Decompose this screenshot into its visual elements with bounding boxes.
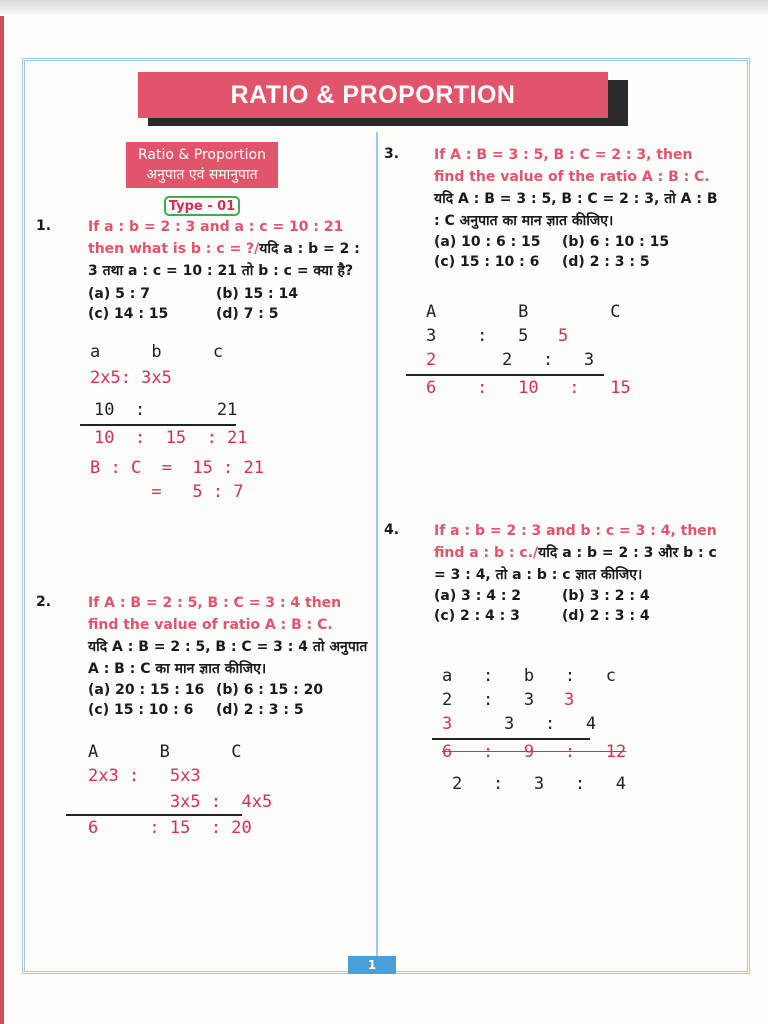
option-d: (d) 2 : 3 : 5 [216, 702, 304, 718]
option-b: (b) 6 : 15 : 20 [216, 682, 324, 698]
section-title-hi: अनुपात एवं समानुपात [146, 167, 258, 183]
option-d: (d) 7 : 5 [216, 306, 279, 322]
page-number: 1 [348, 956, 396, 974]
column-divider [376, 132, 378, 962]
type-badge: Type - 01 [164, 196, 240, 216]
work-line: 6 : 15 : 20 [88, 818, 252, 838]
question-text-en: If A : B = 2 : 5, B : C = 3 : 4 then find the value of ratio A : B : C. [88, 595, 342, 633]
work-line: a b c [90, 342, 224, 362]
work-line: 3 : 5 [426, 326, 529, 346]
question-text-en: If a : b = 2 : 3 and a : c = 10 : 21 then what is b : c = ?/ [88, 219, 344, 257]
work-line: 2 [426, 350, 437, 370]
question-text-hi: यदि a : b = 2 : 3 तथा a : c = 10 : 21 तो b : c = क्या है? [88, 241, 360, 279]
page-edge [0, 0, 4, 1024]
work-line: 3 [442, 714, 453, 734]
work-line: A B C [426, 302, 621, 322]
option-a: (a) 10 : 6 : 15 [434, 234, 541, 250]
option-c: (c) 2 : 4 : 3 [434, 608, 520, 624]
work-line: 5 [558, 326, 569, 346]
question-text [88, 216, 370, 282]
question-number: 4. [384, 522, 400, 538]
question-text-en: If A : B = 3 : 5, B : C = 2 : 3, then find the value of the ratio A : B : C. [434, 147, 710, 185]
option-b: (b) 6 : 10 : 15 [562, 234, 670, 250]
work-line: B : C = 15 : 21 [90, 458, 264, 478]
options [88, 680, 344, 720]
options [88, 284, 344, 324]
option-a: (a) 3 : 4 : 2 [434, 588, 522, 604]
work-line: 10 : 15 : 21 [94, 428, 248, 448]
work-line: 2 : 3 [442, 690, 535, 710]
question-number: 2. [36, 594, 52, 610]
question-text-hi: यदि a : b = 2 : 3 और b : c = 3 : 4, तो a : b : c ज्ञात कीजिए। [434, 545, 717, 583]
option-d: (d) 2 : 3 : 5 [562, 254, 650, 270]
work-line: a : b : c [442, 666, 616, 686]
option-a: (a) 20 : 15 : 16 [88, 682, 205, 698]
question-text [434, 144, 724, 232]
work-line: = 5 : 7 [90, 482, 244, 502]
work-line: 10 : 21 [94, 400, 238, 420]
question-text-hi: यदि A : B = 3 : 5, B : C = 2 : 3, तो A : B : C अनुपात का मान ज्ञात कीजिए। [434, 191, 718, 229]
work-line: 3 [564, 690, 575, 710]
option-c: (c) 15 : 10 : 6 [88, 702, 194, 718]
work-line: 2 : 3 [502, 350, 595, 370]
section-badge [126, 142, 278, 188]
work-line: 3x5 : 4x5 [88, 792, 273, 812]
work-line: A B C [88, 742, 242, 762]
work-line: 2 : 3 : 4 [452, 774, 626, 794]
question-text [434, 520, 724, 586]
options [434, 586, 690, 626]
work-line: 2x3 : 5x3 [88, 766, 201, 786]
question-text-hi: यदि A : B = 2 : 5, B : C = 3 : 4 तो अनुपात A : B : C का मान ज्ञात कीजिए। [88, 639, 368, 677]
work-line: 6 : 9 : 12 [442, 742, 627, 762]
work-line: 2x5: 3x5 [90, 368, 172, 388]
question-text [88, 592, 370, 680]
option-b: (b) 15 : 14 [216, 286, 299, 302]
option-d: (d) 2 : 3 : 4 [562, 608, 650, 624]
option-b: (b) 3 : 2 : 4 [562, 588, 650, 604]
page-top-edge [0, 0, 768, 16]
options [434, 232, 690, 272]
section-title-en: Ratio & Proportion [138, 147, 266, 163]
work-line: 3 : 4 [504, 714, 597, 734]
question-number: 1. [36, 218, 52, 234]
page-title: RATIO & PROPORTION [138, 72, 608, 118]
question-number: 3. [384, 146, 400, 162]
option-c: (c) 14 : 15 [88, 306, 169, 322]
question-text-en: If a : b = 2 : 3 and b : c = 3 : 4, then find a : b : c./ [434, 523, 717, 561]
work-line: 6 : 10 : 15 [426, 378, 631, 398]
option-c: (c) 15 : 10 : 6 [434, 254, 540, 270]
option-a: (a) 5 : 7 [88, 286, 150, 302]
